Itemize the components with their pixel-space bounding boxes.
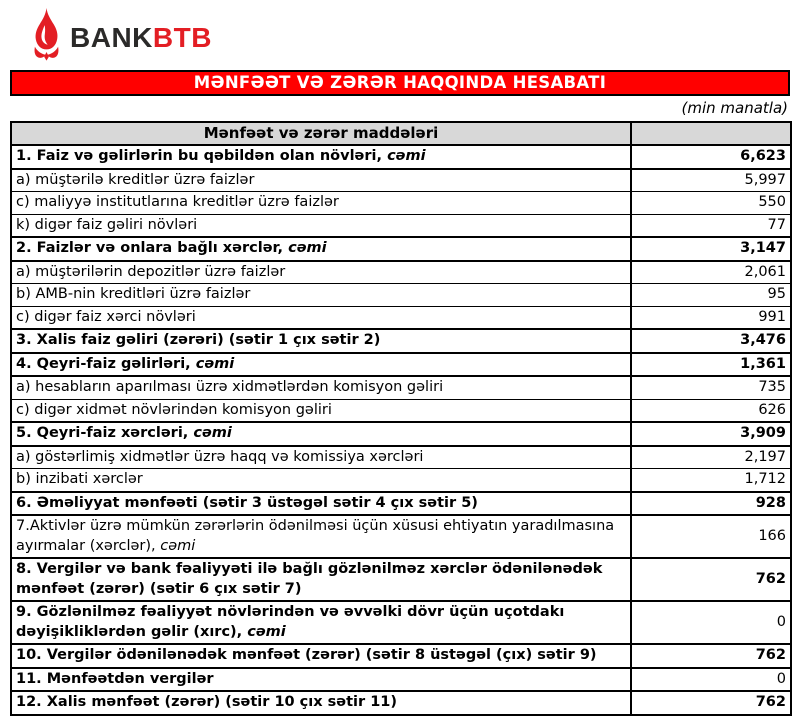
table-header-row	[11, 122, 791, 145]
item-value-cell: 928	[631, 492, 791, 516]
table-row	[11, 376, 791, 399]
item-value-cell: 0	[631, 601, 791, 644]
item-label-cell	[11, 145, 631, 169]
item-label-italic-suffix: cəmi	[193, 425, 232, 441]
table-row	[11, 306, 791, 329]
item-label-cell	[11, 399, 631, 422]
table-row	[11, 469, 791, 492]
table-row	[11, 329, 791, 353]
item-label: c) digər faiz xərci növləri	[16, 308, 196, 325]
item-label-cell	[11, 192, 631, 215]
item-value-cell: 3,147	[631, 237, 791, 261]
table-row	[11, 353, 791, 377]
item-label: 10. Vergilər ödənilənədək mənfəət (zərər) (sətir 8 üstəgəl (çıx) sətir 9)	[16, 647, 597, 663]
table-row	[11, 644, 791, 668]
item-value-cell: 626	[631, 399, 791, 422]
report-title-banner	[10, 70, 790, 96]
item-label: c) digər xidmət növlərindən komisyon gəliri	[16, 401, 332, 418]
item-value-cell: 762	[631, 644, 791, 668]
table-row	[11, 145, 791, 169]
item-label-cell	[11, 284, 631, 307]
item-label-cell	[11, 237, 631, 261]
item-value-cell: 95	[631, 284, 791, 307]
table-row	[11, 558, 791, 601]
item-label: c) maliyyə institutlarına kreditlər üzrə faizlər	[16, 194, 339, 210]
item-label-cell	[11, 214, 631, 237]
item-value-cell: 5,997	[631, 169, 791, 192]
item-label-italic-suffix: cəmi	[288, 240, 327, 256]
item-value-cell: 1,361	[631, 353, 791, 377]
item-label: b) AMB-nin kreditləri üzrə faizlər	[16, 286, 251, 302]
item-value-cell: 6,623	[631, 145, 791, 169]
item-label-cell	[11, 261, 631, 284]
value-header-cell	[631, 122, 791, 145]
item-label-cell	[11, 601, 631, 644]
item-label: a) hesabların aparılması üzrə xidmətlərdən komisyon gəliri	[16, 379, 444, 395]
item-label: a) müştərilərin depozitlər üzrə faizlər	[16, 263, 286, 280]
item-label: 7.Aktivlər üzrə mümkün zərərlərin ödənilməsi üçün xüsusi ehtiyatın yaradılmasına ayırmalar (xərclər),	[16, 518, 615, 554]
table-row	[11, 668, 791, 692]
bank-logo	[30, 7, 212, 62]
item-label: 3. Xalis faiz gəliri (zərəri) (sətir 1 çıx sətir 2)	[16, 332, 381, 348]
item-label-cell	[11, 644, 631, 668]
table-row	[11, 284, 791, 307]
table-row	[11, 492, 791, 516]
item-label-cell	[11, 306, 631, 329]
bank-logo-text	[70, 18, 212, 52]
profit-loss-table	[10, 121, 792, 716]
table-row	[11, 422, 791, 446]
item-label-cell	[11, 329, 631, 353]
item-value-cell: 550	[631, 192, 791, 215]
item-label: k) digər faiz gəliri növləri	[16, 216, 198, 233]
items-header-cell: Mənfəət və zərər maddələri	[11, 122, 631, 145]
table-row	[11, 446, 791, 469]
table-row	[11, 214, 791, 237]
item-value-cell: 762	[631, 691, 791, 715]
item-label: b) inzibati xərclər	[16, 471, 143, 487]
item-label: 5. Qeyri-faiz xərcləri,	[16, 425, 194, 441]
item-label: a) göstərlimiş xidmətlər üzrə haqq və komissiya xərcləri	[16, 448, 424, 465]
item-label-cell	[11, 492, 631, 516]
table-row	[11, 261, 791, 284]
item-label-cell	[11, 691, 631, 715]
item-label: 9. Gözlənilməz fəaliyyət növlərindən və əvvəlki dövr üçün uçotdakı dəyişikliklərdən gəlir (xırc),	[16, 604, 565, 640]
item-value-cell: 1,712	[631, 469, 791, 492]
item-label-cell	[11, 515, 631, 558]
item-label-italic-suffix: cəmi	[160, 537, 196, 554]
item-value-cell: 3,909	[631, 422, 791, 446]
item-label-cell	[11, 558, 631, 601]
item-label-cell	[11, 353, 631, 377]
item-label-italic-suffix: cəmi	[247, 623, 286, 640]
units-note: (min manatla)	[681, 99, 788, 117]
item-label-cell	[11, 668, 631, 692]
item-label: 2. Faizlər və onlara bağlı xərclər,	[16, 240, 289, 256]
item-value-cell: 735	[631, 376, 791, 399]
item-label-cell	[11, 376, 631, 399]
item-value-cell: 3,476	[631, 329, 791, 353]
table-row	[11, 691, 791, 715]
item-label: 4. Qeyri-faiz gəlirləri,	[16, 355, 196, 372]
report-table-body	[11, 145, 791, 715]
logo-btb-word: BTB	[152, 21, 212, 53]
item-value-cell: 77	[631, 214, 791, 237]
report-title: MƏNFƏƏT VƏ ZƏRƏR HAQQINDA HESABATI	[193, 73, 607, 92]
table-row	[11, 601, 791, 644]
item-label-cell	[11, 169, 631, 192]
item-label: 8. Vergilər və bank fəaliyyəti ilə bağlı gözlənilməz xərclər ödənilənədək mənfəət (zərər) (sətir 6 çıx sətir 7)	[16, 561, 603, 597]
item-label: 1. Faiz və gəlirlərin bu qəbildən olan növləri,	[16, 148, 388, 164]
item-label-italic-suffix: cəmi	[195, 355, 235, 372]
item-label-cell	[11, 469, 631, 492]
item-value-cell: 2,061	[631, 261, 791, 284]
item-value-cell: 0	[631, 668, 791, 692]
table-row	[11, 515, 791, 558]
table-row	[11, 399, 791, 422]
item-label-italic-suffix: cəmi	[387, 148, 426, 164]
logo-bank-word: BANK	[70, 21, 153, 53]
item-label-cell	[11, 422, 631, 446]
item-label: a) müştərilə kreditlər üzrə faizlər	[16, 171, 255, 188]
item-label: 6. Əməliyyat mənfəəti (sətir 3 üstəgəl sətir 4 çıx sətir 5)	[16, 494, 478, 511]
table-row	[11, 192, 791, 215]
table-row	[11, 237, 791, 261]
item-label: 11. Mənfəətdən vergilər	[16, 670, 214, 687]
item-value-cell: 166	[631, 515, 791, 558]
item-value-cell: 991	[631, 306, 791, 329]
item-label-cell	[11, 446, 631, 469]
table-row	[11, 169, 791, 192]
item-label: 12. Xalis mənfəət (zərər) (sətir 10 çıx sətir 11)	[16, 694, 398, 710]
item-value-cell: 762	[631, 558, 791, 601]
item-value-cell: 2,197	[631, 446, 791, 469]
flame-icon	[30, 7, 63, 62]
